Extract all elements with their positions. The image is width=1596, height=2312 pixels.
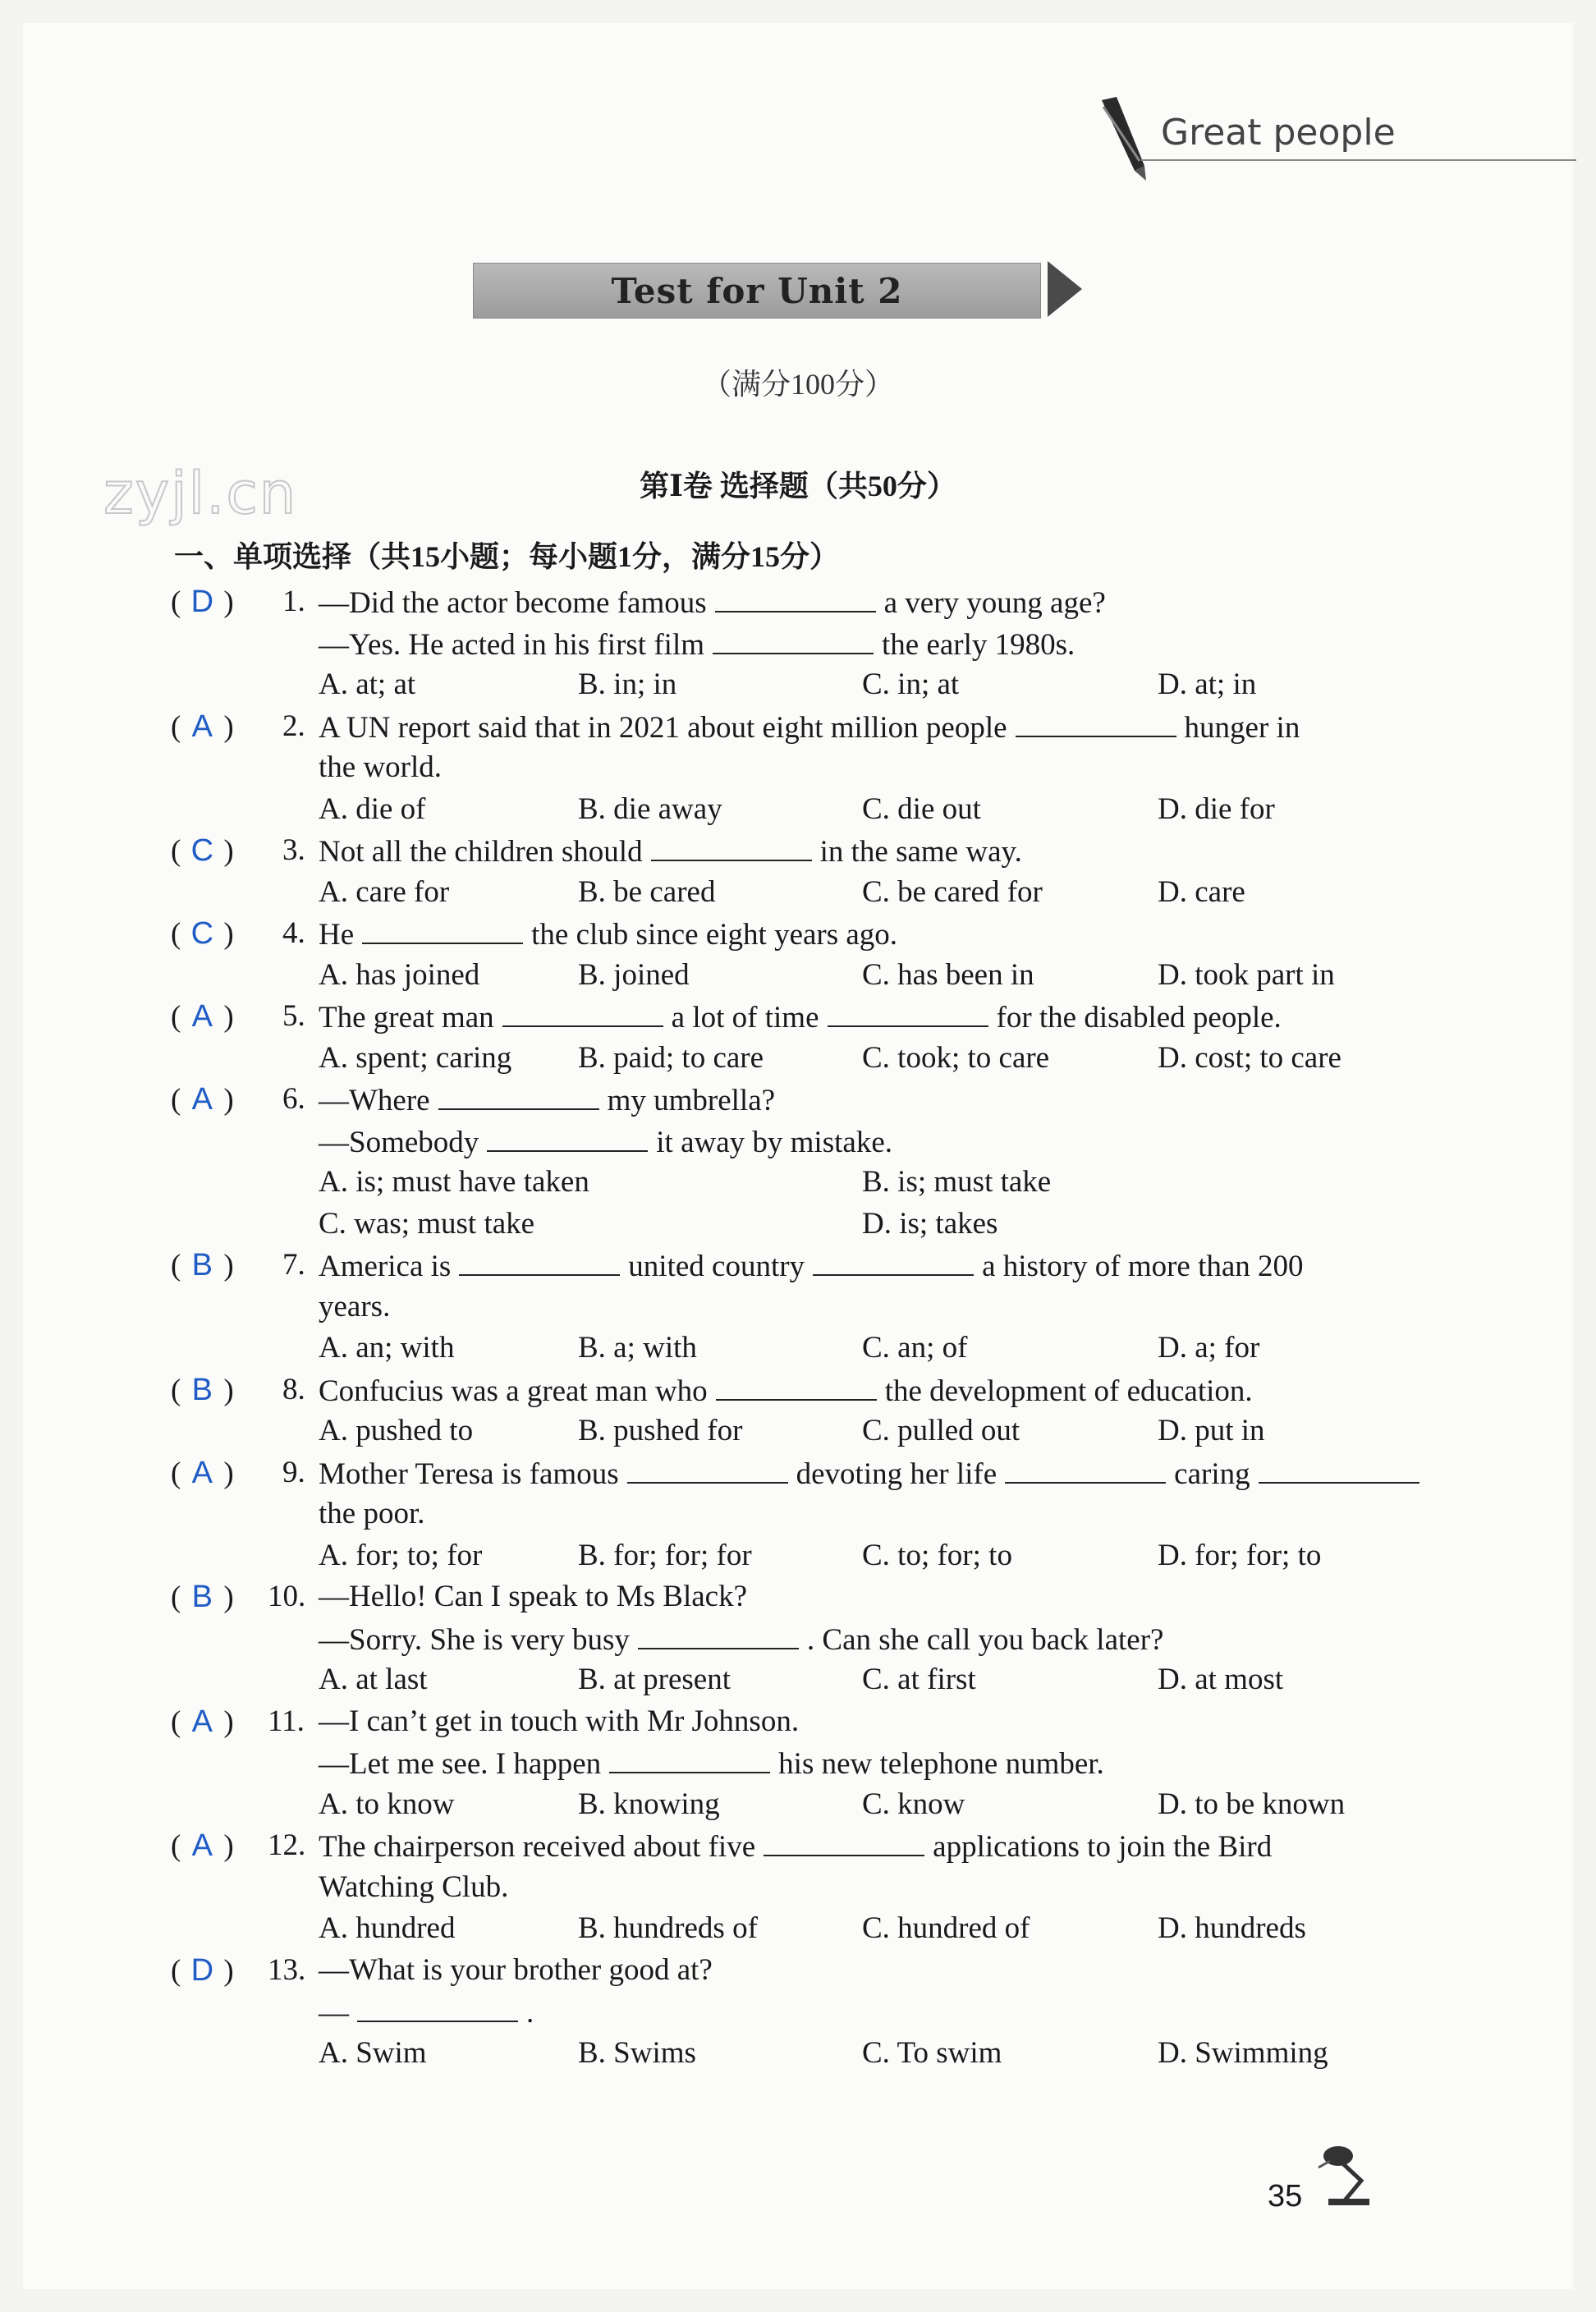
question-number: 10.: [268, 1580, 306, 1613]
bracket-open: (: [171, 917, 181, 951]
answer-blank[interactable]: [828, 1001, 988, 1027]
answer-blank[interactable]: [459, 1250, 620, 1276]
bracket-close: ): [223, 917, 234, 951]
header-title: Great people: [1161, 112, 1396, 154]
bracket-open: (: [171, 1704, 181, 1739]
bracket-open: (: [171, 1373, 181, 1407]
question-line: [319, 1084, 775, 1116]
option-a: A. is; must have taken: [319, 1165, 589, 1199]
option-a: A. die of: [319, 791, 426, 826]
page-number: 35: [1268, 2179, 1303, 2213]
question-line: [319, 1830, 1272, 1862]
answer-bracket: [171, 1250, 234, 1281]
option-d: D. is; takes: [862, 1206, 998, 1241]
bracket-open: (: [171, 1249, 181, 1282]
answer-blank[interactable]: [715, 586, 876, 612]
question-line: [319, 918, 897, 950]
question-number: 11.: [268, 1704, 305, 1738]
bracket-close: ): [223, 1953, 234, 1988]
option-a: A. has joined: [319, 957, 480, 992]
bracket-open: (: [171, 1953, 181, 1988]
watermark: zyjl.cn: [103, 460, 298, 527]
question-text: —I can’t get in touch with Mr Johnson.: [319, 1704, 800, 1738]
question-number: 4.: [282, 916, 305, 950]
option-a: A. for; to; for: [319, 1538, 483, 1572]
bracket-close: ): [223, 834, 234, 868]
question-text: hunger in: [1184, 710, 1300, 745]
answer-blank[interactable]: [609, 1747, 770, 1773]
option-a: A. to know: [319, 1787, 455, 1821]
answer-blank[interactable]: [502, 1001, 663, 1027]
banner-arrow-icon: [1048, 261, 1082, 317]
question-text: it away by mistake.: [656, 1125, 892, 1159]
bracket-close: ): [223, 1829, 234, 1863]
option-b: B. a; with: [578, 1331, 697, 1365]
option-c: C. at first: [862, 1663, 976, 1696]
pen-icon: [1092, 95, 1158, 186]
question-text: America is: [319, 1250, 452, 1283]
answer-bracket: [171, 1581, 234, 1612]
question-number: 8.: [282, 1372, 305, 1406]
question-number: 1.: [282, 585, 305, 618]
answer-letter: B: [191, 1580, 213, 1614]
question-text: The great man: [319, 1001, 494, 1034]
bracket-close: ): [223, 1580, 234, 1614]
bracket-close: ): [223, 709, 234, 744]
option-b: B. at present: [578, 1663, 731, 1696]
option-a: A. at last: [319, 1663, 428, 1696]
question-line: [319, 1706, 799, 1736]
answer-letter: A: [191, 1082, 213, 1117]
answer-blank[interactable]: [362, 918, 523, 944]
option-c: C. in; at: [862, 667, 960, 701]
question-line: [319, 1457, 1428, 1489]
answer-letter: B: [191, 1372, 213, 1407]
option-b: B. be cared: [578, 874, 716, 909]
option-a: A. hundred: [319, 1911, 456, 1945]
option-d: D. put in: [1158, 1414, 1265, 1447]
bracket-close: ): [223, 1083, 234, 1117]
question-number: 9.: [282, 1455, 305, 1489]
answer-blank[interactable]: [1016, 711, 1176, 737]
bracket-open: (: [171, 834, 181, 868]
part-title: 第Ⅰ卷 选择题（共50分）: [640, 470, 956, 502]
answer-letter: C: [190, 833, 214, 868]
question-text: the world.: [319, 750, 443, 784]
option-b: B. is; must take: [862, 1165, 1052, 1199]
question-text: Confucius was a great man who: [319, 1374, 708, 1408]
option-b: B. joined: [578, 957, 690, 992]
question-line: [319, 1498, 424, 1529]
answer-bracket: [171, 1001, 234, 1032]
answer-blank[interactable]: [764, 1830, 924, 1856]
question-text: —Yes. He acted in his first film: [319, 627, 704, 662]
bracket-close: ): [223, 1456, 234, 1490]
option-a: A. spent; caring: [319, 1040, 512, 1075]
bracket-open: (: [171, 585, 181, 619]
answer-blank[interactable]: [813, 1250, 974, 1276]
option-a: A. Swim: [319, 2035, 427, 2070]
question-number: 12.: [268, 1828, 306, 1862]
question-number: 6.: [282, 1082, 305, 1116]
question-text: years.: [319, 1289, 391, 1323]
question-line: [319, 1623, 1163, 1655]
answer-letter: C: [190, 916, 214, 951]
answer-blank[interactable]: [713, 628, 874, 654]
question-line: [319, 1291, 390, 1322]
question-number: 3.: [282, 833, 305, 867]
answer-letter: A: [191, 1455, 213, 1490]
question-line: [319, 1952, 713, 1987]
answer-bracket: [171, 918, 234, 949]
answer-blank[interactable]: [627, 1457, 788, 1484]
question-line: [319, 1747, 1104, 1779]
question-text: my umbrella?: [607, 1084, 776, 1117]
question-number: 7.: [282, 1248, 305, 1282]
option-d: D. a; for: [1158, 1331, 1260, 1365]
bracket-open: (: [171, 1000, 181, 1034]
question-text: applications to join the Bird: [933, 1830, 1273, 1864]
option-d: D. for; for; to: [1158, 1538, 1322, 1572]
question-text: He: [319, 918, 355, 952]
answer-letter: A: [191, 1704, 213, 1739]
option-c: C. hundred of: [862, 1911, 1030, 1945]
answer-bracket: [171, 1952, 234, 1988]
question-text: devoting her life: [796, 1456, 998, 1491]
question-text: Not all the children should: [319, 835, 643, 869]
option-c: C. To swim: [862, 2035, 1002, 2070]
question-text: Watching Club.: [319, 1869, 509, 1904]
answer-bracket: [171, 1706, 234, 1737]
question-number: 5.: [282, 999, 305, 1033]
test-title: Test for Unit 2: [611, 270, 903, 311]
bracket-open: (: [171, 1456, 181, 1490]
question-line: [319, 752, 442, 782]
option-b: B. for; for; for: [578, 1538, 752, 1572]
bracket-close: ): [223, 1704, 234, 1739]
question-line: [319, 586, 1106, 618]
answer-bracket: [171, 1830, 234, 1861]
question-line: [319, 1996, 534, 2028]
answer-blank[interactable]: [487, 1126, 648, 1152]
bracket-open: (: [171, 1829, 181, 1863]
option-c: C. to; for; to: [862, 1538, 1012, 1572]
question-text: the poor.: [319, 1497, 425, 1530]
full-score: （满分100分）: [701, 368, 894, 401]
question-text: a history of more than 200: [982, 1250, 1304, 1283]
option-d: D. took part in: [1158, 957, 1335, 992]
option-b: B. in; in: [578, 667, 677, 701]
option-d: D. Swimming: [1158, 2035, 1328, 2070]
question-number: 13.: [268, 1952, 306, 1987]
option-b: B. pushed for: [578, 1414, 743, 1447]
answer-blank[interactable]: [357, 1996, 518, 2022]
question-line: [319, 1581, 747, 1612]
question-text: a very young age?: [883, 586, 1106, 620]
question-text: The chairperson received about five: [319, 1830, 756, 1864]
answer-bracket: [171, 1374, 234, 1406]
question-text: Mother Teresa is famous: [319, 1456, 619, 1491]
answer-bracket: [171, 835, 234, 866]
question-text: —Hello! Can I speak to Ms Black?: [319, 1580, 747, 1613]
question-line: [319, 1869, 509, 1904]
question-text: the development of education.: [884, 1374, 1253, 1408]
bracket-open: (: [171, 1580, 181, 1614]
question-line: [319, 1250, 1304, 1282]
answer-blank[interactable]: [651, 835, 812, 861]
question-line: [319, 835, 1022, 867]
section-title: 一、单项选择（共15小题；每小题1分，满分15分）: [174, 540, 840, 573]
answer-letter: D: [190, 1952, 214, 1988]
answer-blank[interactable]: [716, 1374, 877, 1401]
question-text: —Where: [319, 1084, 430, 1117]
option-d: D. at most: [1158, 1663, 1284, 1696]
question-line: [319, 628, 1075, 660]
answer-letter: A: [191, 709, 213, 744]
question-text: the club since eight years ago.: [531, 918, 898, 952]
test-title-banner: [473, 263, 1041, 319]
question-text: A UN report said that in 2021 about eight million people: [319, 710, 1007, 745]
answer-letter: B: [191, 1248, 213, 1282]
option-d: D. care: [1158, 874, 1245, 909]
question-text: for the disabled people.: [996, 1001, 1282, 1034]
option-b: B. knowing: [578, 1787, 720, 1821]
answer-bracket: [171, 1457, 234, 1489]
answer-letter: D: [190, 585, 214, 619]
header-rule: [1141, 159, 1576, 161]
question-text: —What is your brother good at?: [319, 1952, 713, 1987]
option-a: A. at; at: [319, 667, 416, 701]
option-d: D. hundreds: [1158, 1911, 1306, 1945]
option-b: B. hundreds of: [578, 1911, 758, 1945]
option-b: B. paid; to care: [578, 1040, 764, 1075]
option-c: C. pulled out: [862, 1414, 1020, 1447]
bracket-close: ): [223, 1373, 234, 1407]
option-b: B. die away: [578, 791, 722, 826]
question-text: —: [319, 1996, 349, 2030]
option-c: C. was; must take: [319, 1206, 535, 1241]
question-text: a lot of time: [671, 1001, 819, 1034]
question-text: —Sorry. She is very busy: [319, 1622, 630, 1657]
question-text: the early 1980s.: [882, 627, 1075, 662]
question-line: [319, 1126, 892, 1158]
question-text: caring: [1174, 1456, 1250, 1491]
bracket-close: ): [223, 1000, 234, 1034]
option-c: C. be cared for: [862, 874, 1043, 909]
option-c: C. die out: [862, 791, 981, 826]
question-number: 2.: [282, 709, 305, 743]
option-c: C. has been in: [862, 957, 1034, 992]
option-c: C. know: [862, 1787, 965, 1821]
option-d: D. at; in: [1158, 667, 1257, 701]
answer-bracket: [171, 586, 234, 617]
question-text: his new telephone number.: [778, 1747, 1104, 1781]
question-line: [319, 1374, 1253, 1406]
question-text: in the same way.: [819, 835, 1022, 869]
header-brand: [1092, 95, 1576, 186]
answer-letter: A: [191, 999, 213, 1034]
question-text: —Let me see. I happen: [319, 1747, 602, 1781]
question-text: . Can she call you back later?: [806, 1622, 1164, 1657]
answer-bracket: [171, 711, 234, 742]
question-text: .: [526, 1996, 534, 2030]
option-d: D. die for: [1158, 791, 1275, 826]
question-text: united country: [628, 1250, 805, 1283]
answer-blank[interactable]: [438, 1084, 599, 1110]
bracket-open: (: [171, 1083, 181, 1117]
option-b: B. Swims: [578, 2035, 696, 2070]
option-c: C. an; of: [862, 1331, 968, 1365]
question-text: —Did the actor become famous: [319, 586, 707, 620]
option-a: A. care for: [319, 874, 450, 909]
option-c: C. took; to care: [862, 1040, 1050, 1075]
answer-blank[interactable]: [1259, 1457, 1419, 1484]
question-text: —Somebody: [319, 1125, 479, 1159]
answer-blank[interactable]: [1005, 1457, 1166, 1484]
bracket-open: (: [171, 709, 181, 744]
question-line: [319, 1001, 1282, 1033]
bracket-close: ): [223, 585, 234, 619]
option-d: D. cost; to care: [1158, 1040, 1341, 1075]
option-a: A. pushed to: [319, 1414, 474, 1447]
question-line: [319, 711, 1300, 743]
bracket-close: ): [223, 1249, 234, 1282]
answer-blank[interactable]: [638, 1623, 799, 1649]
option-a: A. an; with: [319, 1331, 455, 1365]
option-d: D. to be known: [1158, 1787, 1346, 1821]
desk-lamp-icon: [1312, 2143, 1386, 2209]
answer-letter: A: [191, 1828, 213, 1863]
answer-bracket: [171, 1084, 234, 1115]
